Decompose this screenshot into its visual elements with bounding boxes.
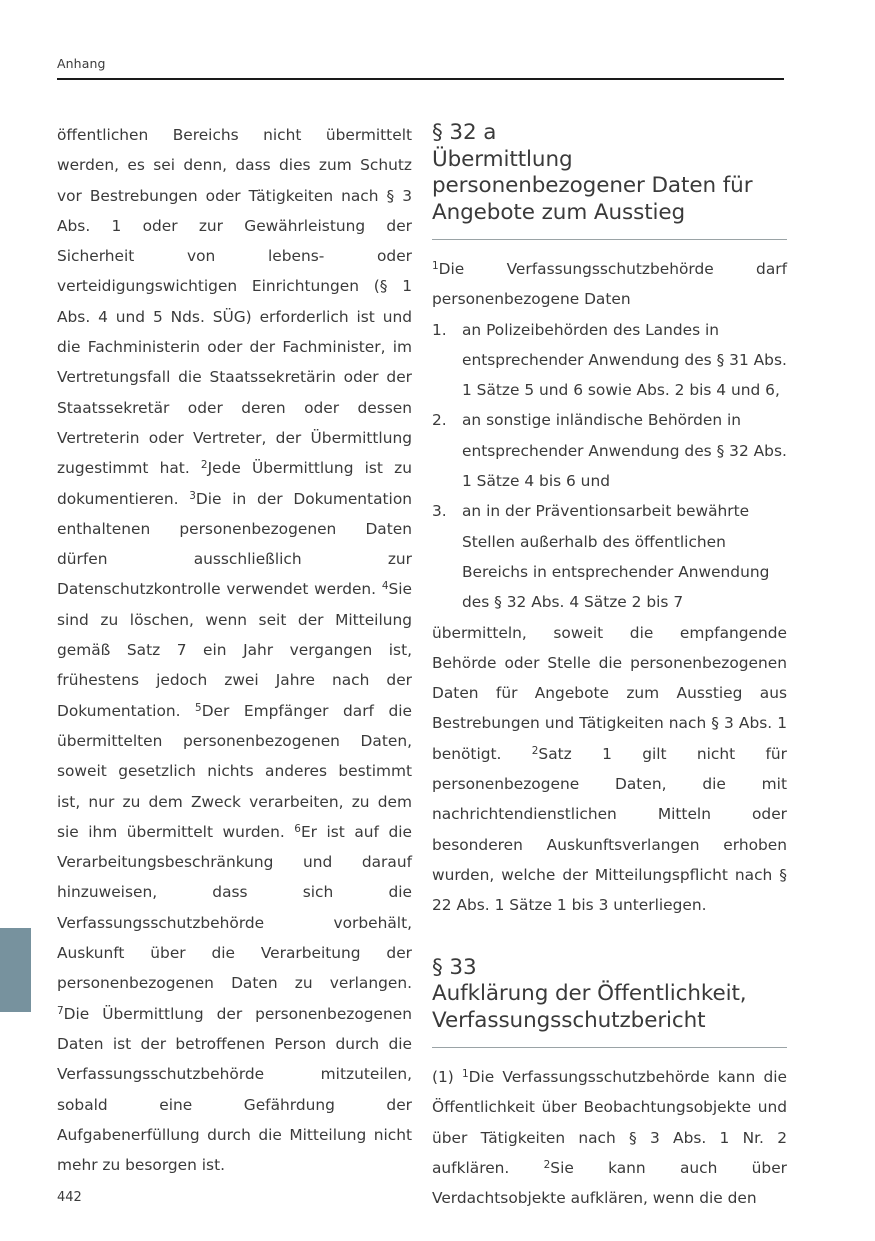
section-spacer: [432, 921, 787, 955]
section-33-rule: [432, 1047, 787, 1048]
list-item: [432, 405, 787, 496]
section-32a: [432, 120, 787, 921]
sentence-marker-6: 6: [294, 822, 301, 835]
section-32a-intro-text: Die Verfassungsschutzbehörde darf personenbezogene Daten: [432, 260, 787, 309]
section-33-title: Aufklärung der Öffentlichkeit, Verfassungsschutzbericht: [432, 981, 747, 1033]
closing-run-2: Satz 1 gilt nicht für personenbezogene Daten, die mit nachrichtendienstlichen Mitteln oder besonderen Auskunftsverlangen erhoben wurden, welche der Mitteilungspflicht nach § 22 Abs. 1 Sätze 1 bis 3 unterliegen.: [432, 744, 787, 915]
page-number: 442: [57, 1190, 82, 1205]
list-item-marker: 3.: [432, 502, 447, 521]
running-header: [57, 56, 784, 72]
section-33: [432, 955, 787, 1214]
list-item-marker: 2.: [432, 411, 447, 430]
paragraph-run-7: Die Übermittlung der personenbezogenen Daten ist der betroffenen Person durch die Verfassungsschutzbehörde mitzuteilen, sobald eine Gefährdung der Aufgabenerfüllung durch die Mitteilung nicht mehr zu besorgen ist.: [57, 1004, 412, 1175]
sentence-marker-2: 2: [531, 744, 539, 757]
section-33-paragraph-1: [432, 1062, 787, 1213]
section-32a-rule: [432, 239, 787, 240]
sentence-marker-4: 4: [381, 580, 389, 593]
section-32a-closing-paragraph: [432, 618, 787, 921]
paragraph-run-2: Jede Übermittlung ist zu dokumentieren.: [57, 459, 412, 508]
left-column-paragraph: [57, 120, 412, 1180]
section-32a-number: § 32 a: [432, 120, 497, 145]
sentence-marker-2: 2: [200, 459, 208, 472]
chapter-tab-marker: [0, 928, 31, 1012]
running-header-label: Anhang: [57, 56, 106, 71]
list-item: [432, 315, 787, 406]
sentence-marker-2: 2: [543, 1158, 551, 1171]
paragraph-run-1: öffentlichen Bereichs nicht übermittelt werden, es sei denn, dass dies zum Schutz vor Bestrebungen oder Tätigkeiten nach § 3 Abs. 1 oder zur Gewährleistung der Sicherheit von lebens- oder verteidigungswichtigen Einrichtungen (§ 1 Abs. 4 und 5 Nds. SÜG) erforderlich ist und die Fachministerin oder der Fachminister, im Vertretungsfall die Staatssekretärin oder der Staatssekretär oder deren oder dessen Vertreterin oder Vertreter, der Übermittlung zugestimmt hat.: [57, 126, 412, 478]
sentence-marker-1: 1: [432, 259, 439, 272]
left-text-column: [57, 120, 412, 1180]
paragraph-run-3: Die in der Dokumentation enthaltenen personenbezogenen Daten dürfen ausschließlich zur Datenschutzkontrolle verwendet werden.: [57, 489, 412, 599]
sentence-marker-1: 1: [461, 1068, 469, 1081]
section-33-number: § 33: [432, 954, 477, 980]
section-32a-list: [432, 315, 787, 618]
paragraph-number-label: (1): [432, 1068, 462, 1087]
sentence-marker-3: 3: [189, 489, 196, 502]
header-rule: [57, 78, 784, 80]
section-32a-title: Übermittlung personenbezogener Daten für Angebote zum Ausstieg: [432, 146, 753, 225]
list-item-text: an in der Präventionsarbeit bewährte Stellen außerhalb des öffentlichen Bereichs in entsprechender Anwendung des § 32 Abs. 4 Sätze 2 bis 7: [462, 502, 770, 612]
section-32a-intro: [432, 254, 787, 315]
list-item: [432, 496, 787, 617]
list-item-marker: 1.: [432, 320, 447, 339]
sentence-marker-5: 5: [195, 701, 202, 714]
paragraph-run-4: Sie sind zu löschen, wenn seit der Mitteilung gemäß Satz 7 ein Jahr vergangen ist, frühestens jedoch zwei Jahre nach der Dokumentation.: [57, 580, 412, 720]
section-33-run-1: Die Verfassungsschutzbehörde kann die Öffentlichkeit über Beobachtungsobjekte und über Tätigkeiten nach § 3 Abs. 1 Nr. 2 aufklären.: [432, 1068, 787, 1177]
section-32a-heading: [432, 120, 787, 226]
paragraph-run-5: Der Empfänger darf die übermittelten personenbezogenen Daten, soweit gesetzlich nichts anderes bestimmt ist, nur zu dem Zweck verarbeiten, zu dem sie ihm übermittelt wurden.: [57, 701, 412, 841]
list-item-text: an sonstige inländische Behörden in entsprechender Anwendung des § 32 Abs. 1 Sätze 4 bis 6 und: [462, 411, 787, 491]
right-text-column: [432, 120, 787, 1214]
sentence-marker-7: 7: [57, 1004, 64, 1017]
section-33-heading: [432, 955, 787, 1035]
list-item-text: an Polizeibehörden des Landes in entsprechender Anwendung des § 31 Abs. 1 Sätze 5 und 6 sowie Abs. 2 bis 4 und 6,: [462, 320, 787, 400]
paragraph-run-6: Er ist auf die Verarbeitungsbeschränkung und darauf hinzuweisen, dass sich die Verfassungsschutzbehörde vorbehält, Auskunft über die Verarbeitung der personenbezogenen Daten zu verlangen.: [57, 822, 412, 993]
closing-run-1: übermitteln, soweit die empfangende Behörde oder Stelle die personenbezogenen Daten für Angebote zum Ausstieg aus Bestrebungen und Tätigkeiten nach § 3 Abs. 1 benötigt.: [432, 623, 787, 763]
section-33-run-2: Sie kann auch über Verdachtsobjekte aufklären, wenn die den: [432, 1158, 787, 1208]
